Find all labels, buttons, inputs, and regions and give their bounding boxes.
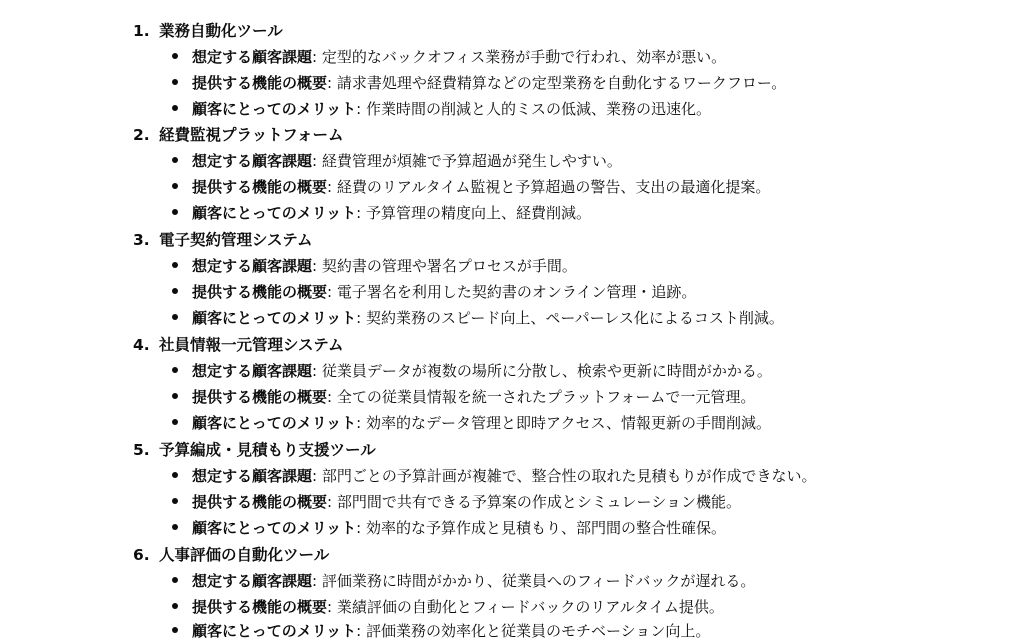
section-title-text: 予算編成・見積もり支援ツール	[159, 441, 376, 459]
item-label: 想定する顧客課題	[192, 572, 313, 590]
section-number: 4.	[133, 336, 150, 354]
section-title	[133, 122, 343, 148]
item-label: 想定する顧客課題	[192, 467, 313, 485]
item-label: 提供する機能の概要	[192, 388, 328, 406]
item-text: 全ての従業員情報を統一されたプラットフォームで一元管理。	[336, 388, 756, 406]
item-text: 請求書処理や経費精算などの定型業務を自動化するワークフロー。	[336, 74, 787, 92]
section-number: 5.	[133, 441, 150, 459]
item-text: 予算管理の精度向上、経費削減。	[365, 204, 591, 222]
item-text: 経費のリアルタイム監視と予算超過の警告、支出の最適化提案。	[336, 178, 771, 196]
item-text: 評価業務に時間がかかり、従業員へのフィードバックが遅れる。	[321, 572, 756, 590]
item-label: 顧客にとってのメリット	[192, 100, 357, 118]
list-item: 想定する顧客課題: 従業員データが複数の場所に分散し、検索や更新に時間がかかる。	[172, 358, 772, 384]
item-text: 部門ごとの予算計画が複雑で、整合性の取れた見積もりが作成できない。	[321, 467, 817, 485]
item-label: 顧客にとってのメリット	[192, 414, 357, 432]
list-item: 提供する機能の概要: 業績評価の自動化とフィードバックのリアルタイム提供。	[172, 594, 724, 620]
section-title-text: 社員情報一元管理システム	[159, 336, 344, 354]
item-text: 定型的なバックオフィス業務が手動で行われ、効率が悪い。	[321, 48, 727, 66]
bullet-dot-icon	[172, 262, 178, 268]
section-number: 1.	[133, 22, 150, 40]
item-text: 従業員データが複数の場所に分散し、検索や更新に時間がかかる。	[321, 362, 772, 380]
list-item: 提供する機能の概要: 経費のリアルタイム監視と予算超過の警告、支出の最適化提案。	[172, 174, 770, 200]
bullet-dot-icon	[172, 524, 178, 530]
item-label: 提供する機能の概要	[192, 74, 328, 92]
item-text: 経費管理が煩雑で予算超過が発生しやすい。	[321, 152, 622, 170]
item-text: 作業時間の削減と人的ミスの低減、業務の迅速化。	[365, 100, 711, 118]
item-label: 提供する機能の概要	[192, 178, 328, 196]
item-label: 提供する機能の概要	[192, 493, 328, 511]
item-label: 提供する機能の概要	[192, 598, 328, 616]
bullet-dot-icon	[172, 498, 178, 504]
section-title	[133, 227, 312, 253]
item-label: 提供する機能の概要	[192, 283, 328, 301]
bullet-dot-icon	[172, 288, 178, 294]
section-title	[133, 18, 283, 44]
bullet-dot-icon	[172, 367, 178, 373]
bullet-dot-icon	[172, 577, 178, 583]
list-item: 想定する顧客課題: 定型的なバックオフィス業務が手動で行われ、効率が悪い。	[172, 44, 726, 70]
bullet-dot-icon	[172, 183, 178, 189]
list-item: 顧客にとってのメリット: 契約業務のスピード向上、ペーパーレス化によるコスト削減。	[172, 305, 784, 331]
list-item: 提供する機能の概要: 全ての従業員情報を統一されたプラットフォームで一元管理。	[172, 384, 755, 410]
list-item: 顧客にとってのメリット: 効率的なデータ管理と即時アクセス、情報更新の手間削減。	[172, 410, 771, 436]
section-title	[133, 542, 329, 568]
bullet-dot-icon	[172, 157, 178, 163]
item-text: 部門間で共有できる予算案の作成とシミュレーション機能。	[336, 493, 741, 511]
list-item: 顧客にとってのメリット: 効率的な予算作成と見積もり、部門間の整合性確保。	[172, 515, 726, 541]
item-label: 顧客にとってのメリット	[192, 622, 357, 640]
item-text: 効率的な予算作成と見積もり、部門間の整合性確保。	[365, 519, 726, 537]
list-item: 提供する機能の概要: 請求書処理や経費精算などの定型業務を自動化するワークフロー。	[172, 70, 786, 96]
item-label: 顧客にとってのメリット	[192, 309, 357, 327]
bullet-dot-icon	[172, 472, 178, 478]
bullet-dot-icon	[172, 603, 178, 609]
section-number: 3.	[133, 231, 150, 249]
list-item: 顧客にとってのメリット: 作業時間の削減と人的ミスの低減、業務の迅速化。	[172, 96, 711, 122]
bullet-dot-icon	[172, 627, 178, 633]
list-item: 顧客にとってのメリット: 予算管理の精度向上、経費削減。	[172, 200, 591, 226]
item-text: 電子署名を利用した契約書のオンライン管理・追跡。	[336, 283, 697, 301]
bullet-dot-icon	[172, 209, 178, 215]
bullet-dot-icon	[172, 53, 178, 59]
bullet-dot-icon	[172, 105, 178, 111]
list-item: 想定する顧客課題: 契約書の管理や署名プロセスが手間。	[172, 253, 577, 279]
item-text: 業績評価の自動化とフィードバックのリアルタイム提供。	[336, 598, 724, 616]
section-title-text: 業務自動化ツール	[159, 22, 283, 40]
list-item: 想定する顧客課題: 経費管理が煩雑で予算超過が発生しやすい。	[172, 148, 622, 174]
item-label: 想定する顧客課題	[192, 152, 313, 170]
bullet-dot-icon	[172, 314, 178, 320]
bullet-dot-icon	[172, 79, 178, 85]
item-label: 想定する顧客課題	[192, 48, 313, 66]
list-item: 想定する顧客課題: 部門ごとの予算計画が複雑で、整合性の取れた見積もりが作成できない。	[172, 463, 817, 489]
section-number: 6.	[133, 546, 150, 564]
section-title-text: 電子契約管理システム	[159, 231, 313, 249]
item-label: 想定する顧客課題	[192, 362, 313, 380]
item-label: 顧客にとってのメリット	[192, 519, 357, 537]
item-text: 契約書の管理や署名プロセスが手間。	[321, 257, 577, 275]
section-title-text: 人事評価の自動化ツール	[159, 546, 330, 564]
section-title	[133, 437, 376, 463]
list-item: 想定する顧客課題: 評価業務に時間がかかり、従業員へのフィードバックが遅れる。	[172, 568, 755, 594]
item-text: 効率的なデータ管理と即時アクセス、情報更新の手間削減。	[365, 414, 771, 432]
bullet-dot-icon	[172, 393, 178, 399]
item-label: 顧客にとってのメリット	[192, 204, 357, 222]
list-item: 提供する機能の概要: 部門間で共有できる予算案の作成とシミュレーション機能。	[172, 489, 741, 515]
item-text: 評価業務の効率化と従業員のモチベーション向上。	[365, 622, 711, 640]
bullet-dot-icon	[172, 419, 178, 425]
item-label: 想定する顧客課題	[192, 257, 313, 275]
list-item: 提供する機能の概要: 電子署名を利用した契約書のオンライン管理・追跡。	[172, 279, 696, 305]
item-text: 契約業務のスピード向上、ペーパーレス化によるコスト削減。	[365, 309, 784, 327]
section-number: 2.	[133, 126, 150, 144]
section-title-text: 経費監視プラットフォーム	[159, 126, 344, 144]
section-title	[133, 332, 343, 358]
list-item: 顧客にとってのメリット: 評価業務の効率化と従業員のモチベーション向上。	[172, 618, 710, 644]
